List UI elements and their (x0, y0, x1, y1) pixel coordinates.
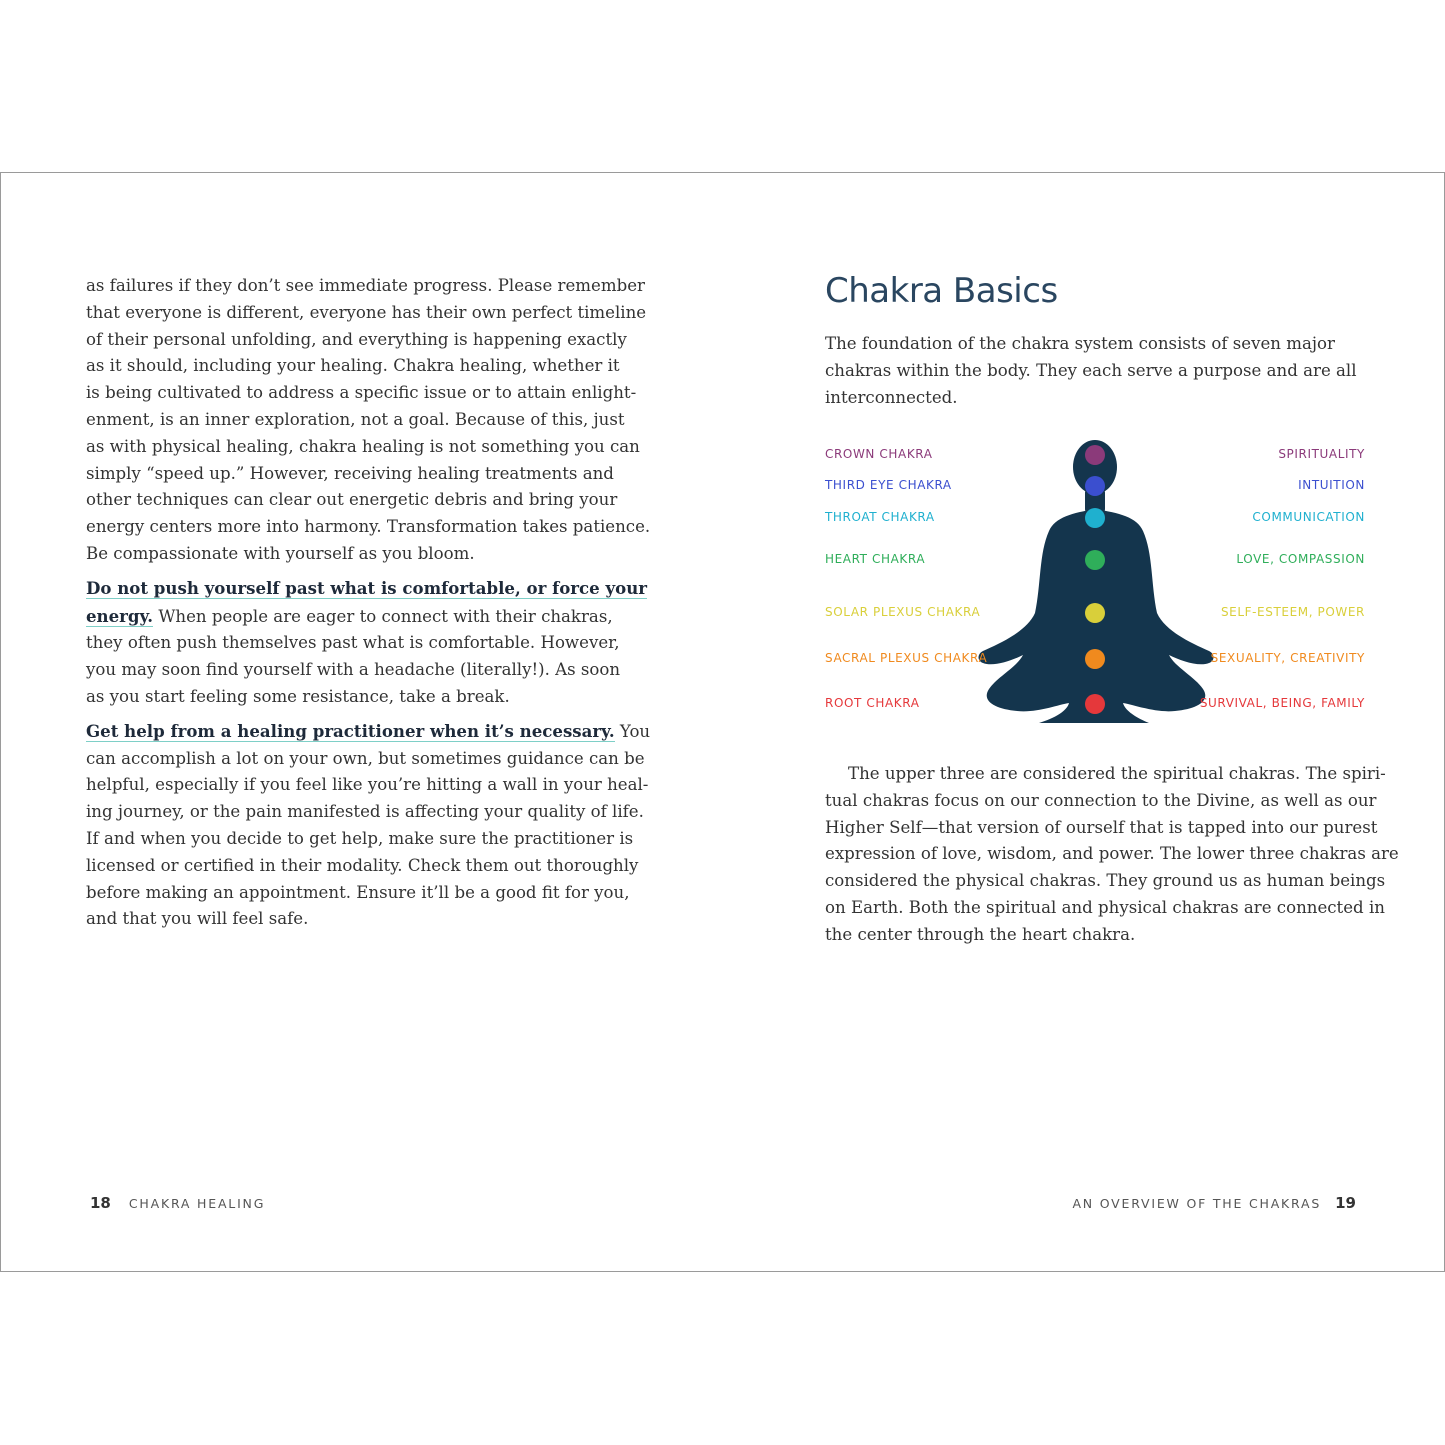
text-line: considered the physical chakras. They ground us as human beings (825, 871, 1386, 891)
lead-in-heading: energy. (86, 605, 154, 626)
third-eye-chakra-meaning-label: INTUITION (1298, 478, 1365, 492)
text-line: that everyone is different, everyone has their own perfect timeline (86, 302, 647, 322)
text-line: licensed or certified in their modality. Check them out thoroughly (86, 855, 639, 875)
solar-plexus-chakra-meaning-label: SELF-ESTEEM, POWER (1220, 605, 1365, 619)
paragraph-get-help (86, 718, 651, 933)
text-line: other techniques can clear out energetic debris and bring your (86, 490, 618, 510)
text-line: as failures if they don’t see immediate progress. Please remember (86, 276, 645, 295)
right-page-body (825, 271, 1365, 411)
crown-chakra-meaning-label: SPIRITUALITY (1278, 447, 1365, 461)
text-line: helpful, especially if you feel like you’re hitting a wall in your heal- (86, 775, 649, 795)
text-line: they often push themselves past what is comfortable. However, (86, 633, 620, 653)
lead-in-heading: Do not push yourself past what is comfortable, or force your (86, 577, 648, 598)
crown-chakra-label: CROWN CHAKRA (825, 447, 933, 461)
text-line (86, 575, 648, 603)
throat-chakra-label: THROAT CHAKRA (825, 510, 935, 524)
text-line: The foundation of the chakra system consists of seven major (825, 334, 1335, 353)
text-line: of their personal unfolding, and everything is happening exactly (86, 329, 627, 349)
text-run: When people are eager to connect with their chakras, (153, 606, 613, 626)
text-run: You (614, 721, 651, 741)
left-page-body (86, 273, 651, 933)
text-line: If and when you decide to get help, make sure the practitioner is (86, 828, 634, 848)
text-line: before making an appointment. Ensure it’ll be a good fit for you, (86, 882, 630, 902)
paragraph-timeline (86, 273, 651, 568)
text-line: The upper three are considered the spiritual chakras. The spiri- (848, 764, 1386, 783)
paragraph-do-not-push (86, 575, 648, 711)
text-line: you may soon find yourself with a headache (literally!). As soon (86, 660, 621, 680)
root-chakra-label: ROOT CHAKRA (825, 696, 920, 710)
book-spread (0, 172, 1445, 1272)
text-line: expression of love, wisdom, and power. The lower three chakras are (825, 844, 1399, 864)
text-line: as with physical healing, chakra healing is not something you can (86, 436, 640, 456)
root-chakra-meaning-label: SURVIVAL, BEING, FAMILY (1199, 696, 1365, 710)
meditating-figure-illustration (977, 435, 1217, 725)
throat-chakra-meaning-label: COMMUNICATION (1252, 510, 1365, 524)
heart-chakra-dot (1085, 550, 1105, 570)
text-line: is being cultivated to address a specific issue or to attain enlight- (86, 383, 637, 403)
right-page-body-lower (825, 761, 1399, 949)
text-line: chakras within the body. They each serve a purpose and are all (825, 360, 1357, 380)
text-line: tual chakras focus on our connection to the Divine, as well as our (825, 790, 1377, 810)
lead-in-heading: Get help from a healing practitioner when it’s necessary. (86, 720, 615, 741)
paragraph-intro (825, 331, 1365, 411)
section-title: Chakra Basics (825, 271, 1058, 311)
solar-plexus-chakra-label: SOLAR PLEXUS CHAKRA (825, 605, 981, 619)
heart-chakra-meaning-label: LOVE, COMPASSION (1236, 552, 1365, 566)
root-chakra-dot (1085, 694, 1105, 714)
text-line: simply “speed up.” However, receiving healing treatments and (86, 463, 614, 483)
running-head: CHAKRA HEALING (128, 1196, 266, 1211)
text-line: Higher Self—that version of ourself that is tapped into our purest (825, 817, 1378, 837)
heart-chakra-label: HEART CHAKRA (825, 552, 926, 566)
text-line: and that you will feel safe. (86, 909, 309, 929)
page-number: 19 (1335, 1194, 1356, 1212)
text-line (86, 718, 651, 746)
text-line: interconnected. (825, 387, 958, 407)
text-line (86, 603, 626, 631)
third-eye-chakra-dot (1085, 476, 1105, 496)
text-line: ing journey, or the pain manifested is affecting your quality of life. (86, 802, 644, 822)
text-line: as it should, including your healing. Chakra healing, whether it (86, 356, 620, 376)
text-line: energy centers more into harmony. Transformation takes patience. (86, 517, 651, 537)
text-line: can accomplish a lot on your own, but sometimes guidance can be (86, 748, 645, 768)
chakra-diagram (825, 435, 1365, 725)
left-page-footer (90, 1193, 265, 1212)
page-number: 18 (90, 1194, 111, 1212)
running-head: AN OVERVIEW OF THE CHAKRAS (1072, 1196, 1322, 1211)
text-line: the center through the heart chakra. (825, 924, 1136, 944)
crown-chakra-dot (1085, 445, 1105, 465)
sacral-plexus-chakra-meaning-label: SEXUALITY, CREATIVITY (1210, 651, 1365, 665)
sacral-plexus-chakra-label: SACRAL PLEXUS CHAKRA (825, 651, 988, 665)
text-line: as you start feeling some resistance, take a break. (86, 686, 510, 706)
third-eye-chakra-label: THIRD EYE CHAKRA (825, 478, 952, 492)
text-line: Be compassionate with yourself as you bloom. (86, 543, 475, 563)
sacral-plexus-chakra-dot (1085, 649, 1105, 669)
throat-chakra-dot (1085, 508, 1105, 528)
paragraph-spiritual-physical (825, 761, 1399, 949)
solar-plexus-chakra-dot (1085, 603, 1105, 623)
text-line: on Earth. Both the spiritual and physical chakras are connected in (825, 897, 1385, 917)
right-page-footer (1072, 1193, 1356, 1212)
text-line: enment, is an inner exploration, not a goal. Because of this, just (86, 409, 625, 429)
